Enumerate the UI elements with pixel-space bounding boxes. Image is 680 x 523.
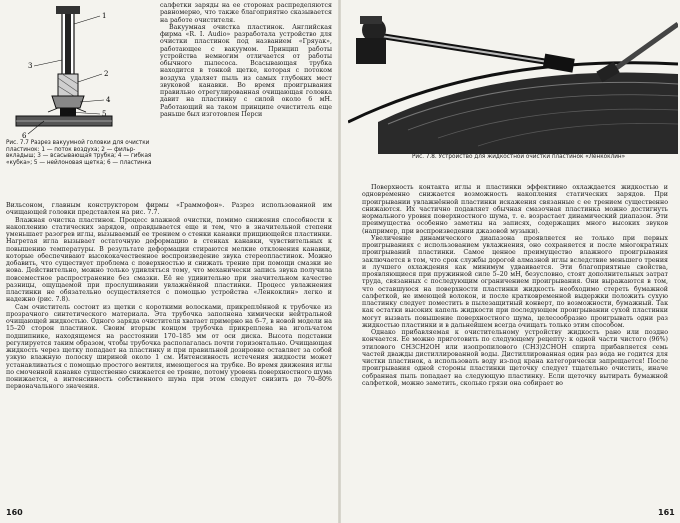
fig-label-2: 2 <box>104 70 109 78</box>
right-page <box>340 0 680 523</box>
left-upper-column <box>160 2 332 118</box>
fig-label-4: 4 <box>106 96 111 104</box>
left-paragraph: салфетки заряды на ее сторонах распределяются равномерно, что также благоприятно сказывается на работе очистителя. <box>160 2 332 24</box>
right-paragraph: Поверхность контакта иглы и пластинки эффективно охлаждается жидкостью и одновременно снижается возможность накопления статических зарядов. При проигрывании увлажнённой пластинки искажения связанные с ее трением существенно снижаются. Их частично подавляет обычная смазочная пластинка можно достигнуть нормального уровня поверхностного шума, т. е. возрастает динамический диапазон. Эти преимущества особенно заметны на записях, содержащих много высоких звуков (например, при воспроизведении джазовой музыки). <box>362 184 668 235</box>
right-paragraph: Однако прибавляемая к очистительному устройству жидкость рано или поздно кончается. Ее можно приготовить по следующему рецепту: к одной части чистого (96%) этилового CH3CH2OH или изопропилового (CH3)2CHOH спирта прибавляется семь частей дважды дистиллированной воды. Дистиллированная один раз вода не годится для чистки пластинок, а использовать воду из-под крана категорически запрещается! После проигрывания одной стороны пластинки щеточку следует тщательно очистить, иначе собранная пыль попадает на следующую пластинку. Если щеточку вытирать бумажной салфеткой, можно заметить, сколько грязи она собирает во <box>362 329 668 387</box>
fig-label-6: 6 <box>22 132 27 140</box>
right-text <box>362 184 668 387</box>
left-lower-text <box>6 202 332 391</box>
right-paragraph: Увеличение динамического диапазона проявляется не только при первых проигрываниях с использованием увлажнения, оно сохраняется и после многократных проигрываний пластинки. Самое ценное преимущество влажного проигрывания заключается в том, что срок службы дорогой алмазной иглы вследствие меньшего трения и лучшего охлаждения как минимум удваивается. Эти благоприятные свойства, проявляющиеся при пружинной силе 5–20 мН, безусловно, стоят дополнительных затрат труда, связанных с последующим ограничением проигрывания. Они выражаются в том, что оставшуюся на поверхности пластинки жидкость необходимо стереть бумажной салфеткой, не имеющей волокон, и после кратковременной выдержки положить сухую пластинку следует поместить в пылезащитный конверт, по возможности, бумажный. Так как остатки высоких капель жидкости при последующем проигрывании сухой пластинки могут вызвать повышение поверхностного шума, целесообразно проигрывать одни раз жидкостью пластинки и в дальнейшем всегда очищать только этим способом. <box>362 234 668 329</box>
page-number-right: 161 <box>658 508 675 517</box>
left-paragraph: Вильсоном, главным конструктором фирмы «Граммофон». Разрез использованной им очищающей головки представлен на рис. 7.7. <box>6 202 332 217</box>
fig-label-5: 5 <box>102 110 107 118</box>
fig-7-7-caption <box>6 140 156 166</box>
lencoclean-figure <box>348 4 678 154</box>
fig-7-7-caption-legend: 1 — поток воздуха; 2 — фильр-вкладыш; 3 — всасывающая трубка; 4 — гибкая «кубка»; 5 — нейлоновая щетка; 6 — пластинка <box>6 146 152 166</box>
left-paragraph: Влажная очистка пластинок. Процесс влажной очистки, помимо снижения способности к накоплению статических зарядов, оправдывается еще и тем, что в значительной степени уменьшает разогрев иглы, вызываемый ее трением о стенки канавки прищиющейся пластинки. Нагретая игла вызывает остаточную деформацию в стенках канавки, чувствительных к повышению температуры. В результате деформации стираются мелкие отклонения канавки, которые обеспечивают высококачественное воспроизведение звука стереопластинок. Можно добавить, что существует проблема с поверхностью и снижать трение при помощи смазки не нова. Действительно, можно только удивляться тому, что механически запись звука получила повсеместное распространение без смазки. Её не удивительно при значительном качестве разницы, ощущаемой при прослушивании увлажнённой пластинки. Процесс увлажнения пластинки не обязательно осуществляется с помощью устройства «Ленкоклин» легко и надежно (рис. 7.8). <box>6 216 332 304</box>
fig-7-7-caption-title: Рис. 7.7 Разрез вакуумной головки для очистки пластинок: <box>6 140 150 153</box>
fig-label-3: 3 <box>28 62 33 70</box>
fig-label-1: 1 <box>102 12 107 20</box>
left-paragraph: Сам очиститель состоит из щетки с короткими волосками, прикреплённой к трубочке из прозрачного синтетического материала. Эта трубочка заполнена химически нейтральной очищающей жидкостью. Одного заряда очистителя хватает примерно на 6–7, в новой модели на 15–20 сторон пластинок. Своим вторым концом трубочка прикреплена на игольчатом подшипнике, находящемся на расстоянии 170–185 мм от оси диска. Высота подставки регулируется таким образом, чтобы трубочка располагалась почти горизонтально. Очищающая жидкость через щетку попадает на пластинку и при правильной дозировке оставляет за собой узкую влажную полоску шириной около 1 см. Интенсивность истечения жидкости может устанавливаться с помощью простого вентиля, имеющегося на трубке. Во время движения иглы по смоченной канавке существенно снижается ее трение, потому уровень поверхностного шума понижается, а интенсивность собственного шума при этом следует снизить до 70–80% первоначального значения. <box>6 303 332 391</box>
vacuum-head-figure <box>14 4 114 142</box>
left-paragraph: Вакуумная очистка пластинок. Английская фирма «R. I. Audio» разработала устройство для очистки пластинок под названием «Гряуак», работающее с вакуумом. Принцип работы устройства немногим отличается от работы обычного пылесоса. Всасывающая трубка находится в тонкой щетке, которая с потоком воздуха удаляет пыль из самых глубоких мест звуковой канавки. Во время проигрывания правильно отрегулированная очищающая головка давит на пластинку с силой около 6 мН. Работающий на таком принципе очиститель еще раньше был изготовлен Перси <box>160 23 332 118</box>
page-number-left: 160 <box>6 508 23 517</box>
fig-7-8-caption: Рис. 7.8. Устройство для жидкостной очистки пластинок «Ленкоклин» <box>412 154 626 160</box>
